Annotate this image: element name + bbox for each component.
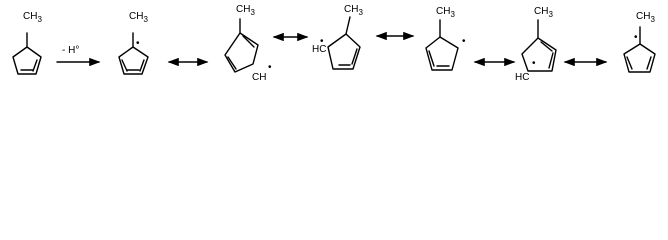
structure-resonance-4 (426, 6, 466, 70)
methyl-label-3: $CH_3$ (236, 4, 255, 17)
structure-resonance-2 (225, 4, 272, 83)
methyl-label-2: $CH_3$ (129, 11, 148, 24)
radical-ch-label-1: CH (252, 72, 267, 83)
radical-dot-4: • (462, 36, 466, 47)
radical-dot-2: • (268, 62, 272, 73)
radical-dot-5: • (532, 58, 536, 69)
structure-radical-1 (119, 11, 148, 74)
reaction-label: - H° (62, 45, 80, 56)
structure-resonance-3 (312, 4, 363, 69)
structure-methylcyclopentadiene (13, 11, 42, 74)
radical-hc-label-2: HC (515, 72, 530, 83)
radical-hc-label-1: HC (312, 44, 327, 55)
methyl-label-7: $CH_3$ (636, 11, 655, 24)
methyl-label-4: $CH_3$ (344, 4, 363, 17)
radical-dot-3: • (320, 36, 324, 47)
methyl-label: $CH_3$ (23, 11, 42, 24)
methyl-label-6: $CH_3$ (534, 6, 553, 19)
reaction-arrow (57, 45, 99, 62)
radical-dot-6: • (634, 32, 638, 43)
structure-resonance-6 (624, 11, 655, 72)
structure-resonance-5 (515, 6, 556, 83)
methyl-label-5: $CH_3$ (436, 6, 455, 19)
reaction-scheme (0, 0, 668, 89)
radical-dot-1: • (136, 38, 140, 49)
scheme-svg (0, 0, 668, 89)
